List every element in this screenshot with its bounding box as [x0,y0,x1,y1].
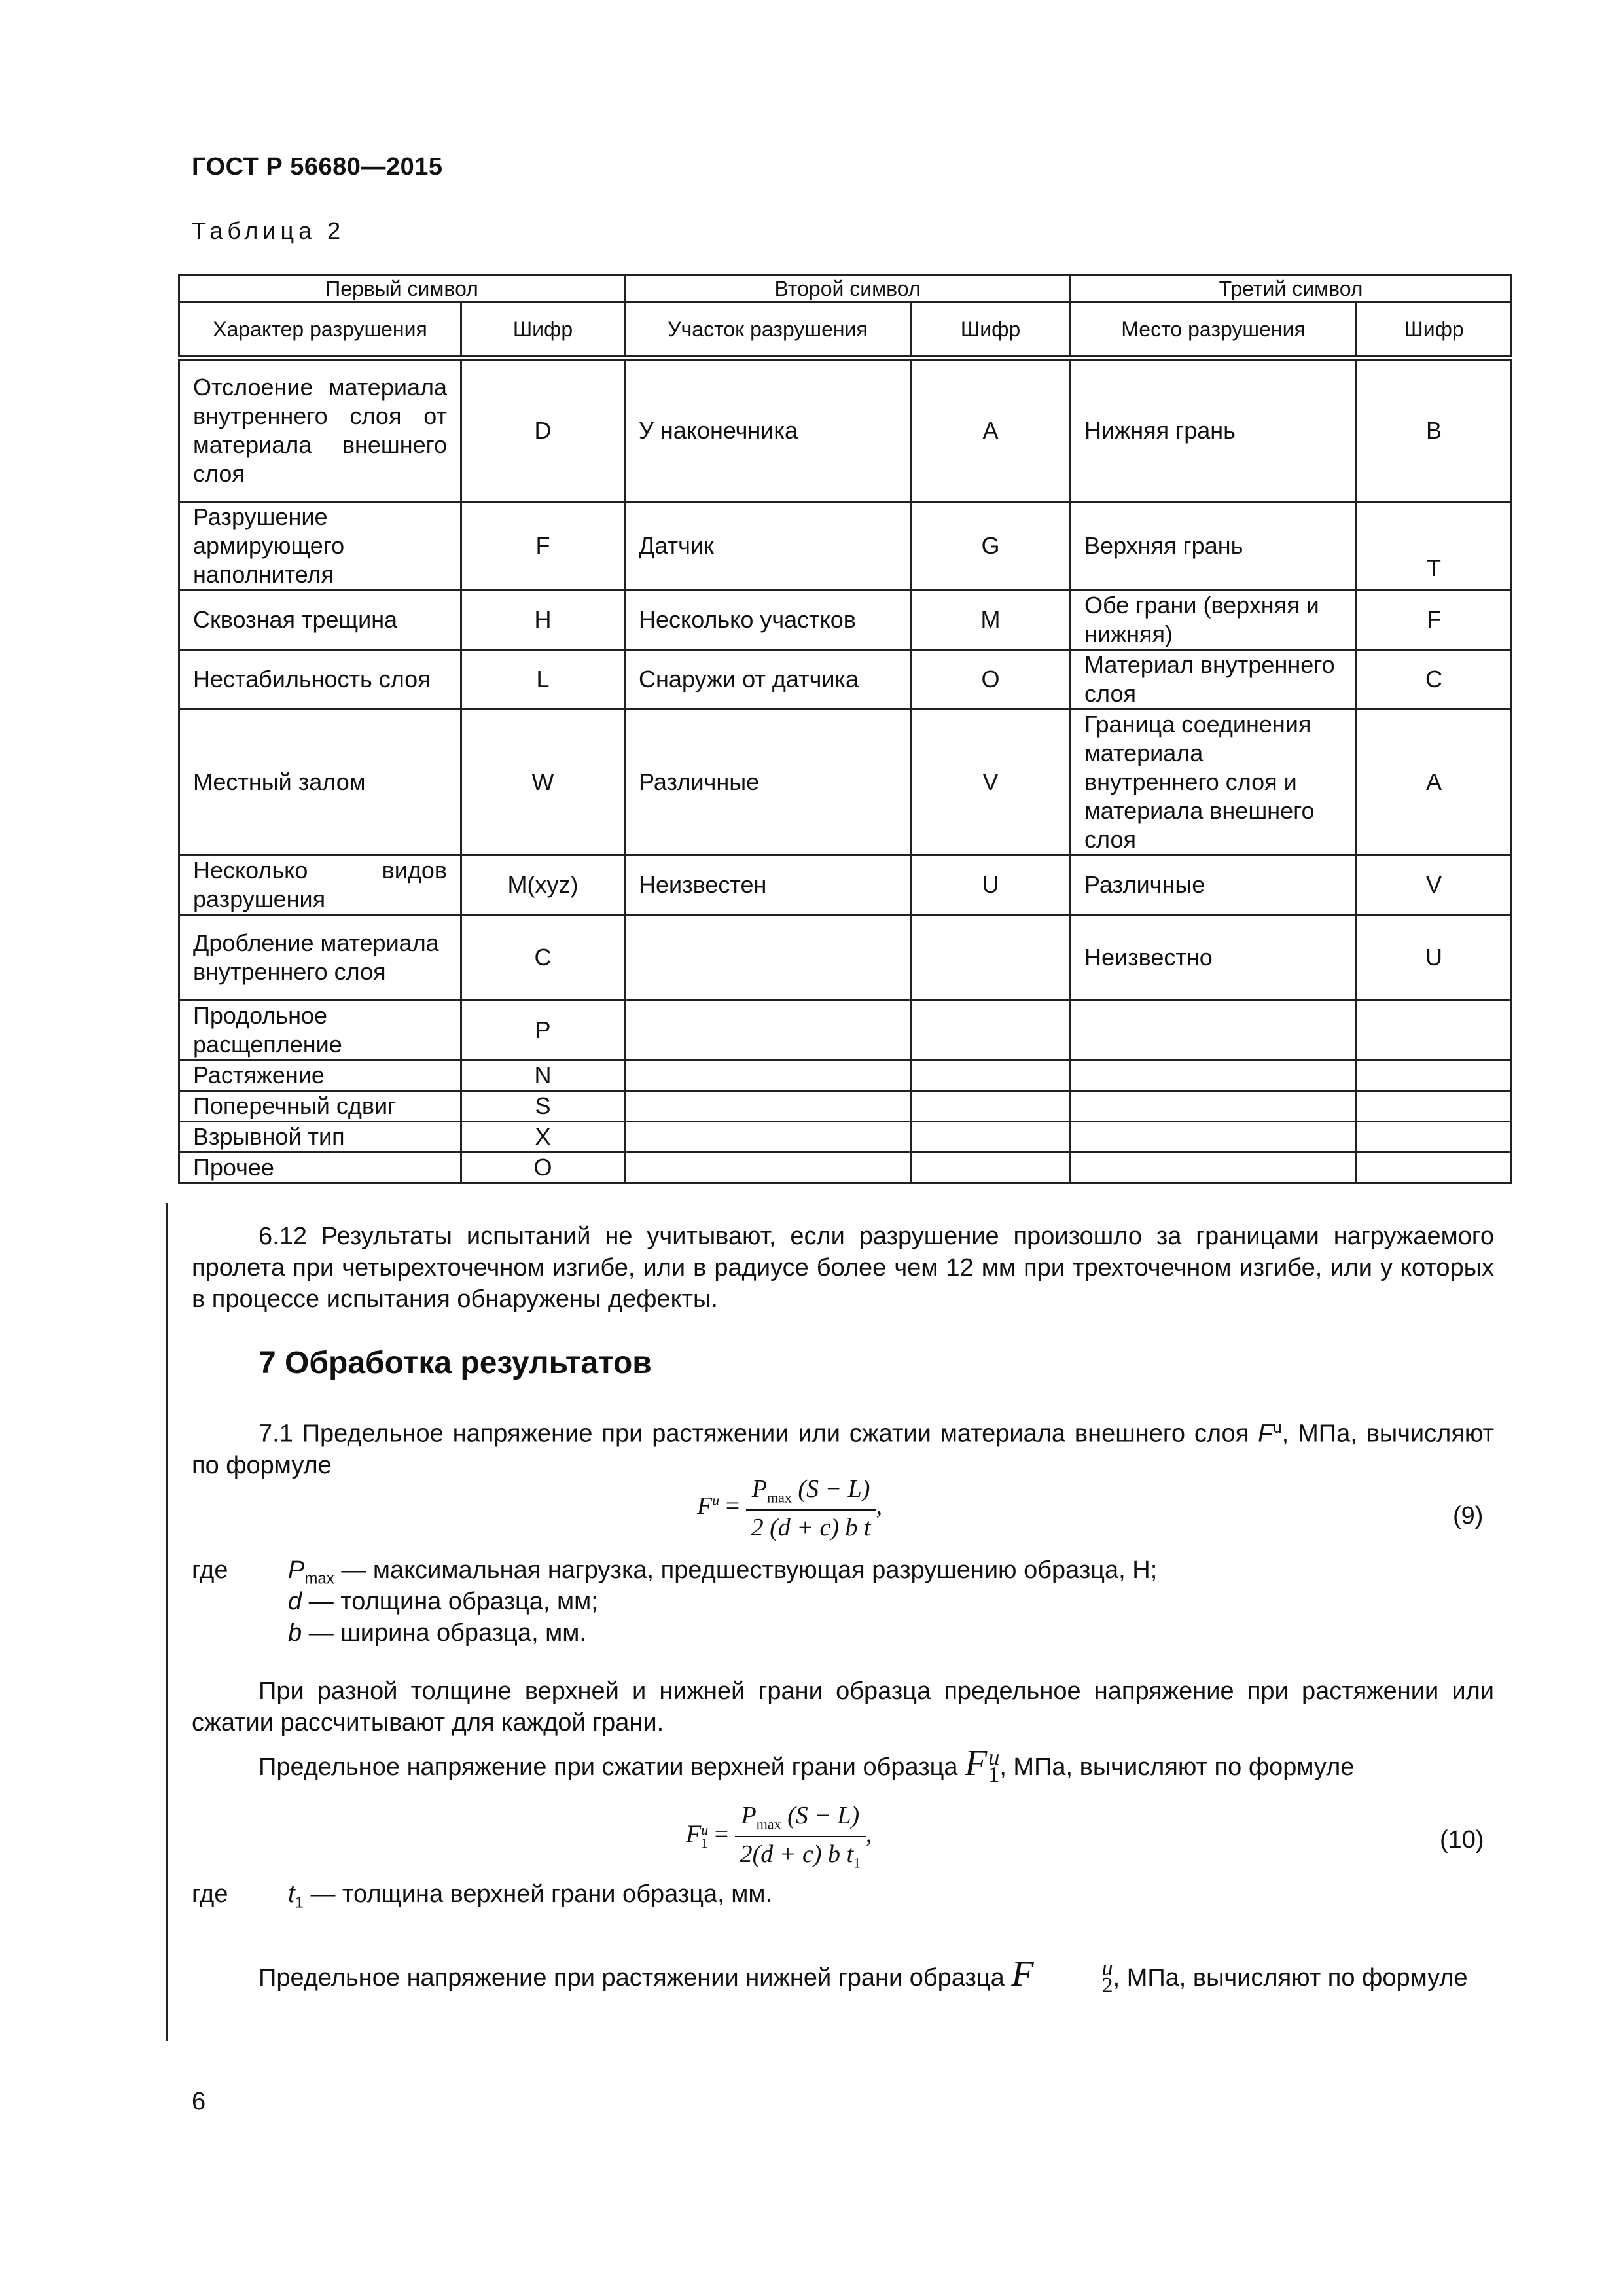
where-t1-subscript: 1 [294,1893,304,1912]
group-header-third-symbol: Третий символ [1071,276,1512,302]
cell-code: F [461,501,625,590]
symbol-F1u-superscript: u [988,1746,1000,1770]
where-d-symbol: d [288,1588,302,1615]
cell-failure-type: Прочее [179,1152,461,1183]
cell-failure-location: Верхняя грань [1071,501,1357,590]
cell-failure-type: Местный залом [179,709,461,855]
cell-code [911,1090,1071,1121]
paragraph-upper-face-text: Предельное напряжение при сжатии верхней грани образца [259,1753,965,1781]
formula-9 [697,1475,882,1542]
cell-code: O [911,649,1071,709]
formula-10-lhs: F [686,1820,702,1848]
where-t1 [288,1878,772,1919]
cell-code: F [1357,590,1512,649]
cell-failure-location [1071,1152,1357,1183]
where-d-text: — толщина образца, мм; [302,1588,598,1615]
formula-9-numerator-rest: (S − L) [791,1475,870,1503]
cell-failure-location: Нижняя грань [1071,358,1357,501]
formula-10-lhs-subscript: 1 [701,1834,709,1851]
table-row [179,501,1512,590]
formula-9-equals: = [719,1492,746,1520]
cell-failure-area [625,1152,911,1183]
formula-9-lhs-superscript: u [712,1492,720,1509]
col-header-code-3: Шифр [1357,302,1512,359]
symbol-F1u-base: F [965,1743,988,1784]
symbol-F2u-superscript: u [1101,1956,1113,1981]
where-b-text: — ширина образца, мм. [302,1619,586,1647]
cell-code [911,1060,1071,1090]
col-header-code-1: Шифр [461,302,625,359]
table-row [179,709,1512,855]
cell-failure-area [625,1000,911,1060]
document-header: ГОСТ Р 56680—2015 [192,153,443,181]
cell-failure-location: Материал внутреннего слоя [1071,649,1357,709]
formula-10-pmax-subscript: max [756,1816,781,1833]
cell-failure-area: Неизвестен [625,855,911,914]
symbol-F: F [1258,1420,1274,1448]
cell-code: C [461,914,625,1000]
cell-code: H [461,590,625,649]
formula-9-fraction [746,1475,876,1542]
cell-failure-area: У наконечника [625,358,911,501]
cell-code: N [461,1060,625,1090]
cell-code [911,914,1071,1000]
where-d [288,1586,598,1617]
cell-code: S [461,1090,625,1121]
cell-code [911,1000,1071,1060]
cell-failure-type: Поперечный сдвиг [179,1090,461,1121]
formula-9-comma: , [876,1492,883,1520]
formula-10 [686,1801,872,1871]
formula-10-pmax: P [741,1802,757,1829]
where-pmax-text: — максимальная нагрузка, предшествующая разрушению образца, Н; [334,1556,1158,1584]
cell-code: L [461,649,625,709]
paragraph-7-1-tail: , МПа, вычисляют по формуле [192,1420,1494,1479]
where-b-symbol: b [288,1619,302,1647]
cell-failure-type: Отслоение материала внутреннего слоя от материала внешнего слоя [179,358,461,501]
symbol-F1u-subscript: 1 [988,1763,1000,1787]
formula-10-denominator-text: 2(d + c) b t [740,1840,854,1868]
cell-code: U [911,855,1071,914]
cell-code: V [1357,855,1512,914]
symbol-F1u [965,1743,1000,1787]
cell-code [911,1121,1071,1152]
where-label: где [192,1556,228,1584]
formula-10-numerator [735,1801,866,1837]
failure-codes-table [178,274,1512,1184]
cell-code: U [1357,914,1512,1000]
formula-10-denominator-subscript: 1 [853,1854,861,1871]
cell-failure-area: Снаружи от датчика [625,649,911,709]
paragraph-lower-face [192,1954,1494,1998]
table-row [179,1121,1512,1152]
group-header-second-symbol: Второй символ [625,276,1071,302]
cell-failure-type: Сквозная трещина [179,590,461,649]
cell-code: A [1357,709,1512,855]
table-caption: Таблица 2 [192,217,346,244]
cell-code: P [461,1000,625,1060]
cell-failure-location: Различные [1071,855,1357,914]
cell-failure-type: Взрывной тип [179,1121,461,1152]
cell-failure-location [1071,1121,1357,1152]
col-header-failure-area: Участок разрушения [625,302,911,359]
cell-code: V [911,709,1071,855]
cell-code [1357,1152,1512,1183]
cell-code: O [461,1152,625,1183]
table-row [179,649,1512,709]
cell-failure-type: Продольное расщепление [179,1000,461,1060]
cell-code: A [911,358,1071,501]
formula-9-denominator: 2 (d + c) b t [751,1513,871,1541]
cell-failure-area [625,1121,911,1152]
revision-bar [166,1203,168,2041]
cell-code: X [461,1121,625,1152]
paragraph-upper-face [259,1743,1494,1787]
cell-code: W [461,709,625,855]
cell-failure-area [625,914,911,1000]
paragraph-7-1 [192,1412,1494,1481]
paragraph-6-12: 6.12 Результаты испытаний не учитывают, если разрушение произошло за границами нагружаемого пролета при четырехточечном изгибе, или в радиусе более чем 12 мм при трехточечном изгибе, или у которых в процессе испытания обнаружены дефекты. [192,1223,1494,1313]
section-heading: 7 Обработка результатов [259,1346,652,1380]
table-row [179,914,1512,1000]
cell-code [1357,1000,1512,1060]
cell-failure-location: Неизвестно [1071,914,1357,1000]
table-row [179,1090,1512,1121]
cell-code: G [911,501,1071,590]
formula-10-denominator [735,1837,866,1872]
cell-failure-area: Датчик [625,501,911,590]
where-t1-symbol: t [288,1880,295,1908]
cell-code [911,1152,1071,1183]
where-pmax-subscript: max [304,1570,334,1588]
cell-code [1357,1121,1512,1152]
formula-10-numerator-rest: (S − L) [781,1802,860,1829]
table-row [179,1000,1512,1060]
cell-code: T [1357,501,1512,590]
cell-failure-type: Растяжение [179,1060,461,1090]
formula-10-equals: = [708,1820,735,1848]
cell-code [1357,1060,1512,1090]
formula-10-fraction [735,1801,866,1871]
equation-number-10: (10) [1440,1826,1484,1854]
table-row [179,590,1512,649]
formula-9-pmax: P [751,1475,767,1503]
formula-10-comma: , [866,1820,872,1848]
cell-failure-area [625,1060,911,1090]
symbol-F2u-base: F [1011,1954,1034,1994]
cell-failure-area: Различные [625,709,911,855]
cell-code: M [911,590,1071,649]
table-row [179,1152,1512,1183]
paragraph-lower-face-tail: , МПа, вычисляют по формуле [1113,1964,1468,1992]
col-header-failure-location: Место разрушения [1071,302,1357,359]
cell-code: B [1357,358,1512,501]
where-b [288,1617,586,1649]
formula-9-pmax-subscript: max [766,1489,792,1506]
where-t1-text: — толщина верхней грани образца, мм. [303,1880,773,1908]
table-row [179,855,1512,914]
paragraph-lower-face-text: Предельное напряжение при растяжении нижней грани образца [259,1964,1012,1992]
equation-number-9: (9) [1453,1502,1484,1530]
cell-code: M(xyz) [461,855,625,914]
symbol-F2u-subscript: 2 [1101,1973,1113,1998]
symbol-F2u [1011,1954,1113,1998]
where-label-2: где [192,1880,228,1908]
cell-code: C [1357,649,1512,709]
paragraph-different-thickness: При разной толщине верхней и нижней грани образца предельное напряжение при растяжении или сжатии рассчитывают для каждой грани. [192,1677,1494,1736]
cell-code: D [461,358,625,501]
symbol-F-superscript: u [1273,1419,1282,1437]
cell-failure-type: Несколько видов разрушения [179,855,461,914]
col-header-failure-type: Характер разрушения [179,302,461,359]
cell-failure-location [1071,1090,1357,1121]
cell-failure-location [1071,1000,1357,1060]
cell-failure-location: Обе грани (верхняя и нижняя) [1071,590,1357,649]
cell-failure-type: Дробление материала внутреннего слоя [179,914,461,1000]
page-number: 6 [192,2088,206,2115]
cell-code [1357,1090,1512,1121]
cell-failure-area: Несколько участков [625,590,911,649]
where-pmax-symbol: P [288,1556,305,1584]
formula-10-lhs-superscript: u [701,1821,709,1838]
formula-9-lhs: F [697,1492,713,1520]
cell-failure-type: Нестабильность слоя [179,649,461,709]
formula-9-numerator [746,1475,876,1511]
cell-failure-location: Граница соединения материала внутреннего слоя и материала внешнего слоя [1071,709,1357,855]
col-header-code-2: Шифр [911,302,1071,359]
paragraph-7-1-text: 7.1 Предельное напряжение при растяжении или сжатии материала внешнего слоя [259,1420,1258,1448]
table-row [179,1060,1512,1090]
paragraph-upper-face-tail: , МПа, вычисляют по формуле [999,1753,1355,1781]
cell-failure-type: Разрушение армирующего наполнителя [179,501,461,590]
cell-failure-location [1071,1060,1357,1090]
group-header-first-symbol: Первый символ [179,276,625,302]
table-row [179,358,1512,501]
cell-failure-area [625,1090,911,1121]
